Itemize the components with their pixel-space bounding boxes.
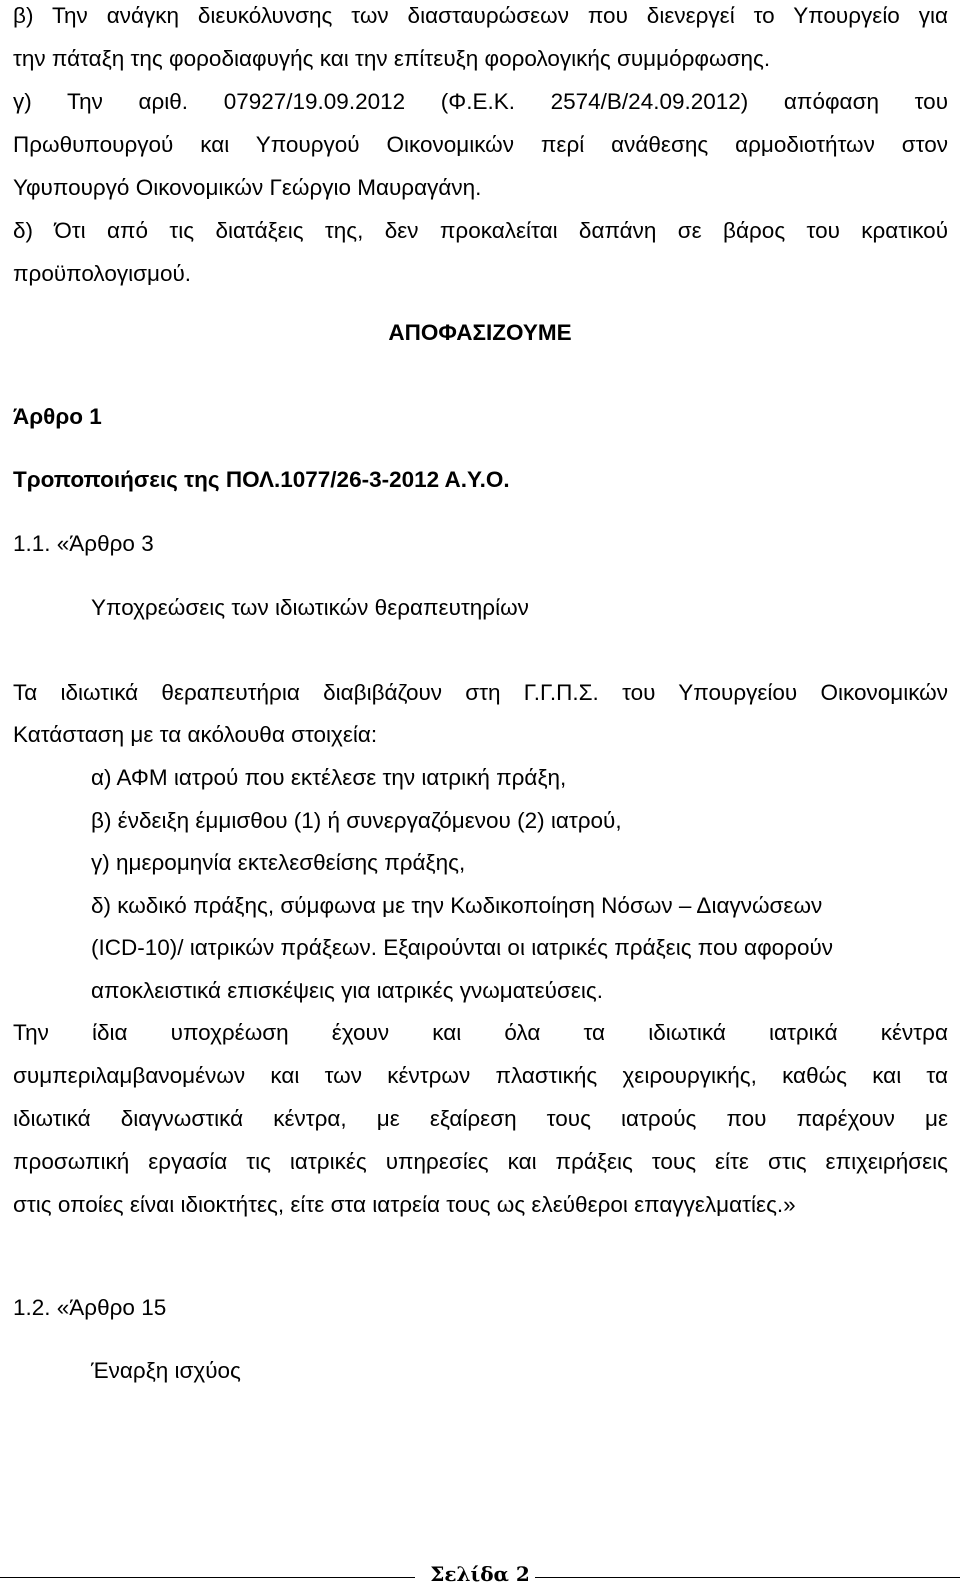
decision-heading: ΑΠΟΦΑΣΙΖΟΥΜΕ (388, 320, 572, 345)
intro-line-budget: προϋπολογισμού. (13, 261, 192, 286)
body-line-clinics: Τα ιδιωτικά θεραπευτήρια διαβιβάζουν στη Γ.Γ.Π.Σ. του Υπουργείου Οικονομικών (13, 680, 948, 705)
page-number: Σελίδα 2 (430, 1562, 530, 1586)
intro-line-prime-minister: Πρωθυπουργού και Υπουργού Οικονομικών περί ανάθεσης αρμοδιοτήτων στον (13, 132, 948, 157)
list-item-alpha: α) ΑΦΜ ιατρού που εκτέλεσε την ιατρική πράξη, (91, 765, 567, 790)
list-item-delta-final: αποκλειστικά επισκέψεις για ιατρικές γνωματεύσεις. (91, 978, 603, 1003)
article-heading: Άρθρο 1 (13, 404, 102, 429)
obligation-line-3: ιδιωτικά διαγνωστικά κέντρα, με εξαίρεση τους ιατρούς που παρέχουν με (13, 1106, 948, 1131)
section-1-1-title: Υποχρεώσεις των ιδιωτικών θεραπευτηρίων (91, 595, 529, 620)
intro-line-beta: β) Την ανάγκη διευκόλυνσης των διασταυρώσεων που διενεργεί το Υπουργείο για (13, 3, 948, 28)
obligation-line-2: συμπεριλαμβανομένων και των κέντρων πλαστικής χειρουργικής, καθώς και τα (13, 1063, 948, 1088)
list-item-delta: δ) κωδικό πράξης, σύμφωνα με την Κωδικοποίηση Νόσων – Διαγνώσεων (91, 893, 823, 918)
list-item-delta-continued: (ICD-10)/ ιατρικών πράξεων. Εξαιρούνται οι ιατρικές πράξεις που αφορούν (91, 935, 834, 960)
section-1-2-title: Έναρξη ισχύος (91, 1358, 241, 1383)
section-1-1-heading: 1.1. «Άρθρο 3 (13, 531, 154, 556)
body-line-statement: Κατάσταση με τα ακόλουθα στοιχεία: (13, 722, 378, 747)
list-item-gamma: γ) ημερομηνία εκτελεσθείσης πράξης, (91, 850, 466, 875)
intro-line-tax-evasion: την πάταξη της φοροδιαφυγής και την επίτευξη φορολογικής συμμόρφωσης. (13, 46, 771, 71)
intro-line-gamma: γ) Την αριθ. 07927/19.09.2012 (Φ.Ε.Κ. 2574/Β/24.09.2012) απόφαση του (13, 89, 948, 114)
obligation-line-4: προσωπική εργασία τις ιατρικές υπηρεσίες και πράξεις τους είτε στις επιχειρήσεις (13, 1149, 948, 1174)
article-subtitle: Τροποποιήσεις της ΠΟΛ.1077/26-3-2012 Α.Υ.Ο. (13, 467, 510, 492)
intro-line-deputy-minister: Υφυπουργό Οικονομικών Γεώργιο Μαυραγάνη. (13, 175, 482, 200)
intro-line-delta: δ) Ότι από τις διατάξεις της, δεν προκαλείται δαπάνη σε βάρος του κρατικού (13, 218, 948, 243)
section-1-2-heading: 1.2. «Άρθρο 15 (13, 1295, 167, 1320)
list-item-beta: β) ένδειξη έμμισθου (1) ή συνεργαζόμενου (2) ιατρού, (91, 808, 622, 833)
obligation-line-5: στις οποίες είναι ιδιοκτήτες, είτε στα ιατρεία τους ως ελεύθεροι επαγγελματίες.» (13, 1192, 796, 1217)
obligation-line-1: Την ίδια υποχρέωση έχουν και όλα τα ιδιωτικά ιατρικά κέντρα (13, 1020, 948, 1045)
